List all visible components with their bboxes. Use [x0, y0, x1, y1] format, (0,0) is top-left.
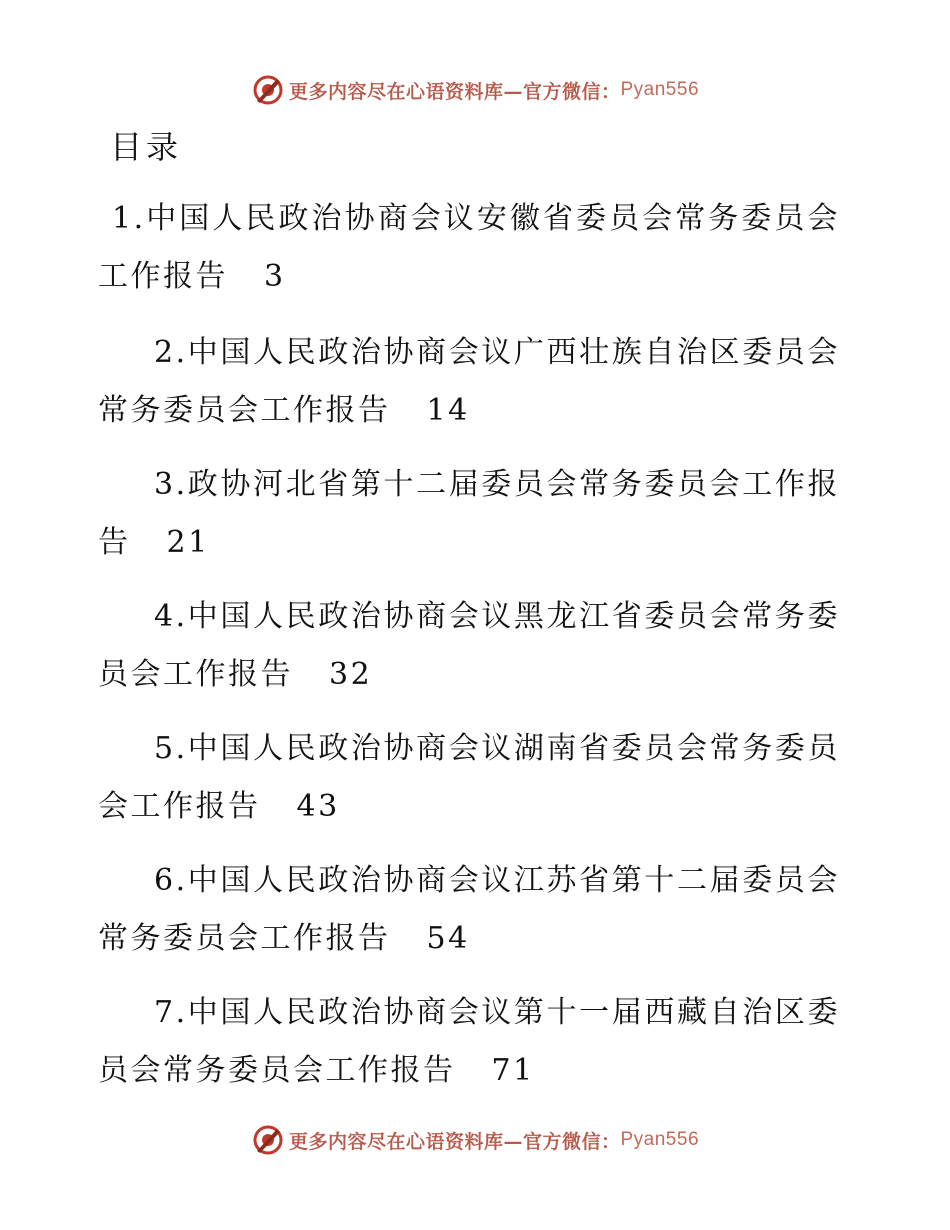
toc-entry [98, 190, 840, 306]
toc-entry-number: 5. [154, 731, 188, 766]
banner-text: 更多内容尽在心语资料库—官方微信： [288, 80, 621, 103]
toc-entry-title: 中国人民政治协商会议第十一届西藏自治区委员会常务委员会工作报告 [98, 995, 840, 1088]
wechat-account: Pyan556 [620, 1129, 700, 1150]
toc-entry-page: 54 [426, 921, 470, 956]
toc-entry-number: 2. [154, 335, 188, 370]
toc-entry-title: 中国人民政治协商会议黑龙江省委员会常务委员会工作报告 [98, 599, 840, 692]
toc-title: 目录 [110, 128, 183, 166]
toc-entry-title: 中国人民政治协商会议安徽省委员会常务委员会工作报告 [98, 201, 840, 294]
toc-entry-title: 中国人民政治协商会议湖南省委员会常务委员会工作报告 [98, 731, 840, 824]
toc-entry-page: 71 [491, 1053, 535, 1088]
toc-entry [98, 984, 840, 1100]
toc-entry-number: 4. [154, 599, 188, 634]
quill-logo-icon [251, 1123, 285, 1157]
toc-entry [98, 720, 840, 836]
footer-banner [0, 1120, 950, 1160]
toc-entry-number: 7. [154, 995, 188, 1030]
banner-text: 更多内容尽在心语资料库—官方微信： [288, 1130, 621, 1153]
toc-entry-title: 政协河北省第十二届委员会常务委员会工作报告 [98, 467, 840, 560]
toc-entry-title: 中国人民政治协商会议江苏省第十二届委员会常务委员会工作报告 [98, 863, 840, 956]
toc-entry-page: 21 [166, 525, 210, 560]
toc-entry-page: 32 [329, 657, 373, 692]
toc-entry [98, 852, 840, 968]
toc-entry-title: 中国人民政治协商会议广西壮族自治区委员会常务委员会工作报告 [98, 335, 840, 428]
toc-entry [98, 456, 840, 572]
toc-entry-page: 3 [264, 259, 286, 294]
quill-logo-icon [251, 73, 285, 107]
toc-entry-page: 43 [296, 789, 340, 824]
toc-entry-number: 1. [112, 201, 146, 236]
toc-entry-page: 14 [426, 393, 470, 428]
toc-entry [98, 324, 840, 440]
toc-entry [98, 588, 840, 704]
toc-entry-number: 3. [154, 467, 188, 502]
toc-entry-number: 6. [154, 863, 188, 898]
header-banner [0, 70, 950, 110]
wechat-account: Pyan556 [620, 79, 700, 100]
